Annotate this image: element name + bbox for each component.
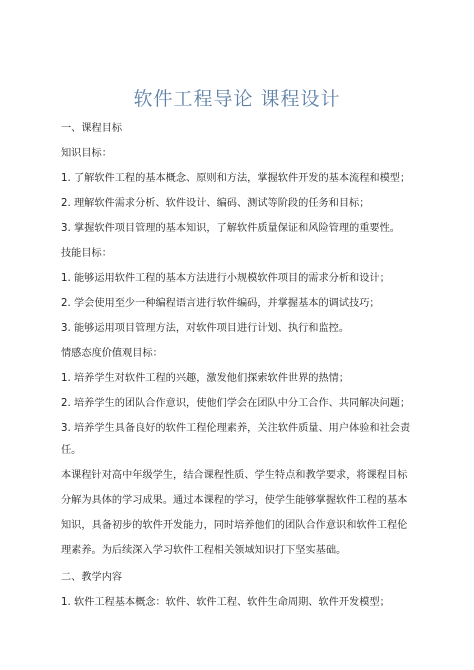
skills-item-2: 2. 学会使用至少一种编程语言进行软件编码，并掌握基本的调试技巧；	[61, 298, 380, 309]
document-title: 软件工程导论 课程设计	[133, 88, 341, 110]
skills-item-3: 3. 能够运用项目管理方法，对软件项目进行计划、执行和监控。	[61, 323, 350, 334]
subheading-skills: 技能目标：	[61, 248, 112, 259]
attitude-item-1: 1. 培养学生对软件工程的兴趣，激发他们探索软件世界的热情；	[61, 373, 350, 384]
attitude-item-3: 3. 培养学生具备良好的软件工程伦理素养，关注软件质量、用户体验和社会责	[61, 423, 411, 434]
section-heading-content: 二、教学内容	[61, 572, 123, 583]
subheading-attitude: 情感态度价值观目标：	[61, 348, 163, 359]
subheading-knowledge: 知识目标：	[61, 148, 112, 159]
attitude-item-2: 2. 培养学生的团队合作意识，使他们学会在团队中分工合作、共同解决问题；	[61, 398, 411, 409]
paragraph-line-4: 理素养。为后续深入学习软件工程相关领域知识打下坚实基础。	[61, 545, 347, 556]
knowledge-item-2: 2. 理解软件需求分析、软件设计、编码、测试等阶段的任务和目标；	[61, 198, 370, 209]
attitude-item-3-cont: 任。	[61, 445, 82, 456]
content-item-1: 1. 软件工程基本概念：软件、软件工程、软件生命周期、软件开发模型；	[61, 597, 390, 608]
knowledge-item-3: 3. 掌握软件项目管理的基本知识，了解软件质量保证和风险管理的重要性。	[61, 223, 400, 234]
skills-item-1: 1. 能够运用软件工程的基本方法进行小规模软件项目的需求分析和设计；	[61, 273, 390, 284]
paragraph-line-2: 分解为具体的学习成果。通过本课程的学习，使学生能够掌握软件工程的基本	[61, 495, 408, 506]
knowledge-item-1: 1. 了解软件工程的基本概念、原则和方法，掌握软件开发的基本流程和模型；	[61, 173, 411, 184]
paragraph-line-3: 知识，具备初步的软件开发能力，同时培养他们的团队合作意识和软件工程伦	[61, 520, 408, 531]
paragraph-line-1: 本课程针对高中年级学生，结合课程性质、学生特点和教学要求，将课程目标	[61, 470, 408, 481]
section-heading-objectives: 一、课程目标	[61, 123, 123, 134]
